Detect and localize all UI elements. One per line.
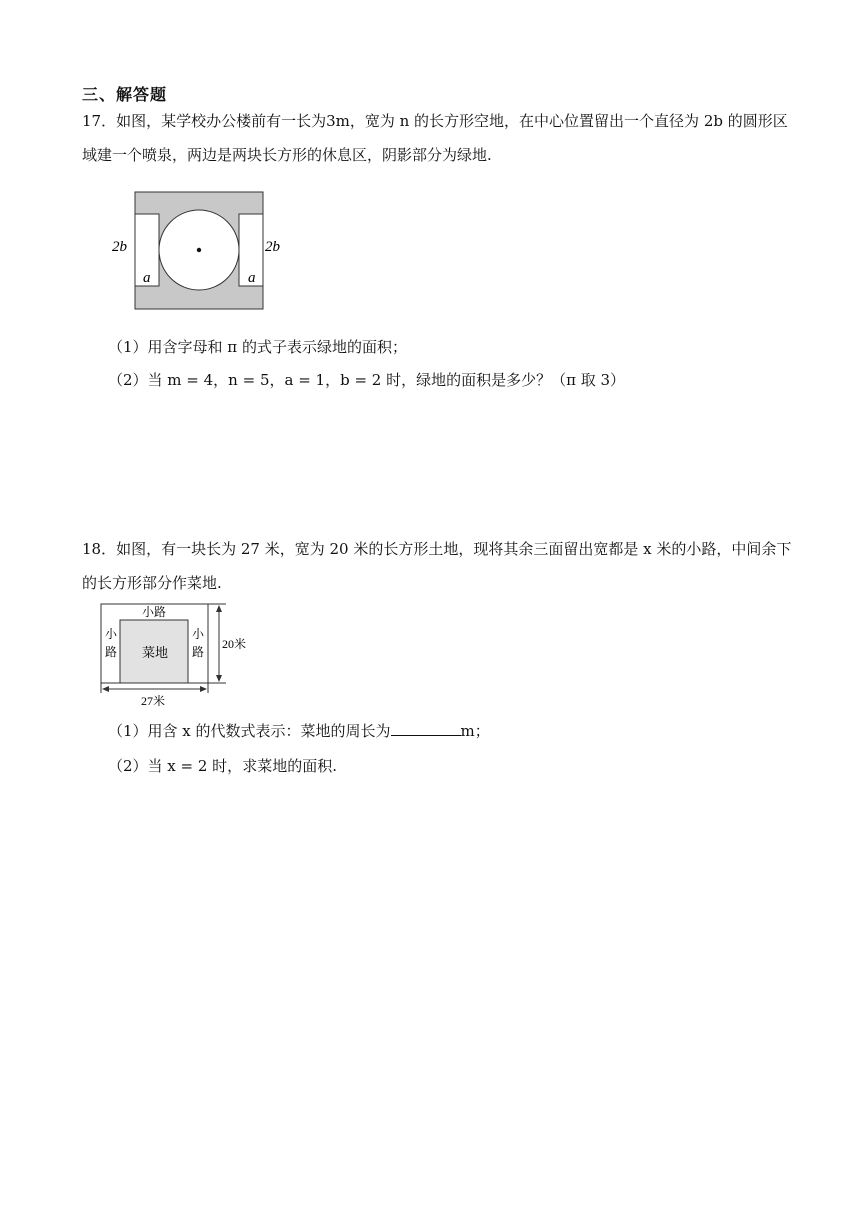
q18-text-line-2: 的长方形部分作菜地. [82, 574, 222, 592]
q17-figure [108, 186, 298, 316]
right-path-label-2: 路 [192, 645, 205, 659]
vegetable-plot-label: 菜地 [142, 645, 169, 660]
width-arrow-left [102, 686, 109, 692]
q17-subquestion-2: （2）当 m = 4，n = 5，a = 1，b = 2 时，绿地的面积是多少？（π 取 3） [108, 371, 626, 389]
left-path-label-1: 小 [105, 627, 118, 641]
width-arrow-right [200, 686, 207, 692]
height-arrow-down [216, 675, 222, 682]
height-label: 20米 [222, 637, 247, 651]
q18-figure [96, 598, 256, 710]
q18-subquestion-2: （2）当 x = 2 时，求菜地的面积. [108, 757, 337, 775]
q17-text-line-2: 域建一个喷泉，两边是两块长方形的休息区，阴影部分为绿地. [82, 146, 492, 164]
q18-sub1-prefix: （1）用含 x 的代数式表示：菜地的周长为 [108, 722, 391, 740]
q18-text-line-1: 18．如图，有一块长为 27 米，宽为 20 米的长方形土地，现将其余三面留出宽都是 x 米的小路，中间余下 [82, 540, 792, 558]
q17-subquestion-1: （1）用含字母和 π 的式子表示绿地的面积； [108, 338, 407, 356]
fountain-center-dot [197, 248, 201, 252]
left-2b-label: 2b [112, 239, 127, 255]
left-path-label-2: 路 [105, 645, 118, 659]
width-label: 27米 [141, 694, 166, 708]
q18-sub1-suffix: m； [460, 722, 490, 740]
right-path-label-1: 小 [192, 627, 205, 641]
right-2b-label: 2b [265, 239, 280, 255]
top-path-label: 小路 [142, 605, 167, 619]
left-a-label: a [143, 270, 151, 286]
right-a-label: a [248, 270, 256, 286]
answer-blank[interactable] [391, 721, 461, 736]
section-title: 三、解答题 [82, 85, 168, 104]
q18-subquestion-1 [108, 720, 490, 742]
height-arrow-up [216, 605, 222, 612]
q17-text-line-1: 17．如图，某学校办公楼前有一长为3m，宽为 n 的长方形空地，在中心位置留出一个直径为 2b 的圆形区 [82, 112, 788, 130]
